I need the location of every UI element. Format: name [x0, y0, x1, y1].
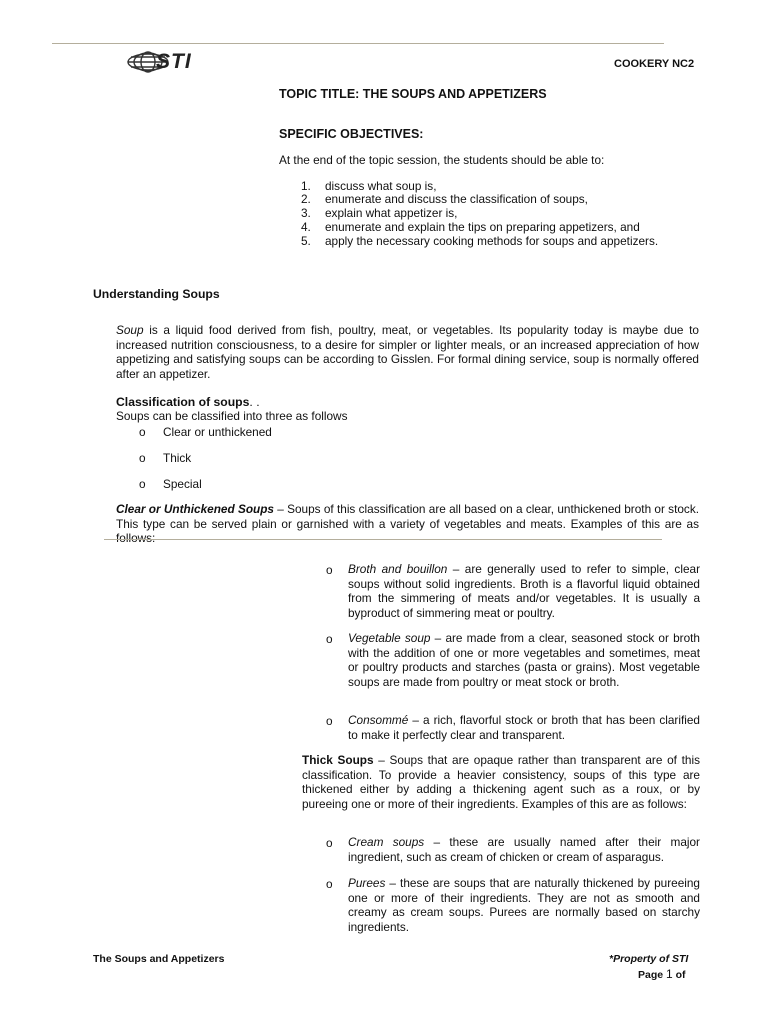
- course-label: COOKERY NC2: [614, 58, 695, 70]
- sti-logo: [126, 50, 208, 74]
- broth-term: Broth and bouillon: [348, 562, 448, 576]
- consomme-item: [348, 713, 700, 742]
- objective-text: enumerate and discuss the classification of soups,: [325, 192, 588, 206]
- objective-text: apply the necessary cooking methods for soups and appetizers.: [325, 234, 659, 248]
- classification-heading-suffix: . .: [249, 395, 260, 409]
- classification-item-text: Clear or unthickened: [163, 425, 272, 439]
- objective-item: [301, 192, 588, 206]
- classification-intro: Soups can be classified into three as follows: [116, 409, 348, 423]
- purees-term: Purees: [348, 876, 386, 890]
- objective-number: 2.: [301, 192, 311, 206]
- bullet-icon: o: [326, 836, 333, 850]
- classification-heading-text: Classification of soups: [116, 395, 250, 409]
- thick-soups-text: – Soups that are opaque rather than transparent are of this classification. To provide a heavier consistency, soups of this type are thickened either by adding a thickening agent such as a roux, or by pureeing one or more of their ingredients. Examples of this are as follows:: [302, 753, 701, 811]
- purees-text: – these are soups that are naturally thickened by pureeing one or more of their ingredients. They are not as smooth and creamy as cream soups. Purees are normally based on starchy ingredients.: [348, 876, 700, 934]
- soup-term: Soup: [116, 323, 144, 337]
- footer-property: [609, 953, 688, 965]
- objective-number: 5.: [301, 234, 311, 248]
- broth-item: [348, 562, 700, 620]
- footer-property-text: *Property of STI: [609, 953, 689, 965]
- objective-item: [301, 220, 640, 234]
- consomme-text: – a rich, flavorful stock or broth that has been clarified to make it perfectly clear and transparent.: [348, 713, 700, 742]
- topic-title: TOPIC TITLE: THE SOUPS AND APPETIZERS: [279, 87, 547, 101]
- vegetable-soup-item: [348, 631, 700, 689]
- objective-text: discuss what soup is,: [325, 179, 437, 193]
- bullet-icon: o: [326, 563, 333, 577]
- bullet-icon: o: [326, 714, 333, 728]
- objective-item: [301, 234, 658, 248]
- thick-soups-term: Thick Soups: [302, 753, 374, 767]
- cream-soups-item: [348, 835, 700, 864]
- header-rule: [52, 43, 664, 44]
- classification-item: [139, 425, 272, 439]
- objective-number: 1.: [301, 179, 311, 193]
- bullet-icon: o: [326, 632, 333, 646]
- thick-soups-paragraph: [302, 753, 700, 811]
- objective-number: 3.: [301, 206, 311, 220]
- vegetable-soup-term: Vegetable soup: [348, 631, 431, 645]
- understanding-heading: Understanding Soups: [93, 287, 220, 301]
- objective-text: enumerate and explain the tips on preparing appetizers, and: [325, 220, 640, 234]
- broth-text: – are generally used to refer to simple, clear soups without solid ingredients. Broth is a flavorful liquid obtained from the simmering of meats and/or vegetables. It is usually a byproduct of simmering meat or poultry.: [348, 562, 700, 620]
- page-number: 1: [666, 967, 673, 981]
- objective-item: [301, 179, 436, 193]
- classification-item-text: Special: [163, 477, 202, 491]
- objectives-intro: At the end of the topic session, the students should be able to:: [279, 153, 605, 167]
- objectives-heading: SPECIFIC OBJECTIVES:: [279, 127, 424, 141]
- bullet-icon: o: [139, 477, 146, 491]
- bullet-icon: o: [326, 877, 333, 891]
- cream-soups-text: – these are usually named after their major ingredient, such as cream of chicken or cream of asparagus.: [348, 835, 700, 864]
- consomme-term: Consommé: [348, 713, 409, 727]
- classification-heading: [116, 395, 260, 409]
- classification-item: [139, 477, 202, 491]
- purees-item: [348, 876, 700, 934]
- vegetable-soup-text: – are made from a clear, seasoned stock or broth with the addition of one or more vegetables and sometimes, meat or poultry products and starches (pasta or grains). Most vegetable soups are made from poultry or meat stock or broth.: [348, 631, 700, 689]
- logo-text: STI: [156, 50, 192, 73]
- soup-definition-text: is a liquid food derived from fish, poultry, meat, or vegetables. Its popularity today is maybe due to increased nutrition consciousness, to a desire for simpler or lighter meals, or an increased appreciation of how appetizing and satisfying soups can be according to Gisslen. For formal dining service, soup is normally offered after an appetizer.: [116, 323, 699, 381]
- page-break-rule: [104, 539, 662, 540]
- bullet-icon: o: [139, 425, 146, 439]
- soup-definition: [116, 323, 699, 381]
- cream-soups-term: Cream soups: [348, 835, 425, 849]
- clear-soups-text: – Soups of this classification are all based on a clear, unthickened broth or stock. This type can be served plain or garnished with a variety of vegetables and meats. Examples of this are as follows:: [116, 502, 699, 546]
- classification-item-text: Thick: [163, 451, 192, 465]
- clear-soups-term: Clear or Unthickened Soups: [116, 502, 274, 516]
- objective-text: explain what appetizer is,: [325, 206, 458, 220]
- classification-item: [139, 451, 191, 465]
- footer-title: The Soups and Appetizers: [93, 953, 225, 965]
- page-label: Page: [638, 969, 664, 981]
- page-of: of: [675, 969, 686, 981]
- footer-page: [638, 967, 686, 981]
- bullet-icon: o: [139, 451, 146, 465]
- objective-number: 4.: [301, 220, 311, 234]
- objective-item: [301, 206, 457, 220]
